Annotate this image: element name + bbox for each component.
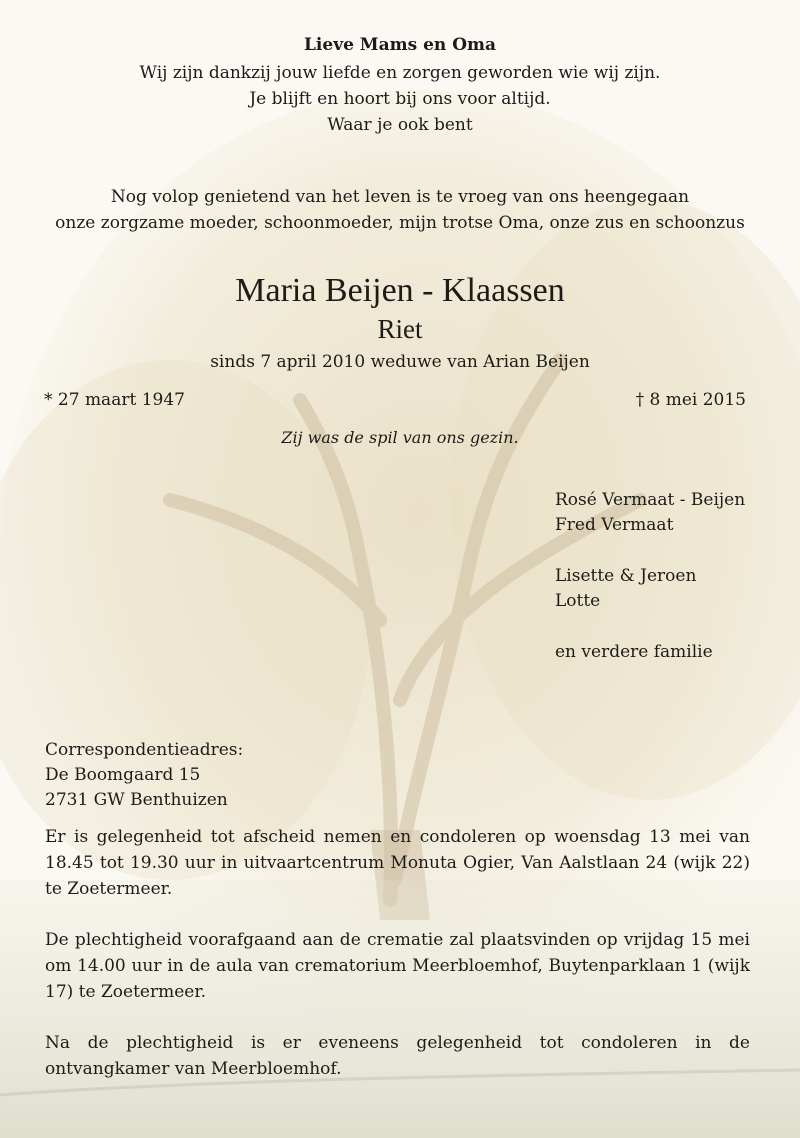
correspondence-label: Correspondentieadres: [45, 740, 244, 760]
intro-line-1: Nog volop genietend van het leven is te vroeg van ons heengegaan [110, 187, 690, 207]
correspondence-street: De Boomgaard 15 [45, 765, 201, 785]
family-member: Fred Vermaat [555, 515, 674, 535]
poem-title: Lieve Mams en Oma [303, 35, 497, 55]
poem-line-3: Waar je ook bent [327, 115, 473, 135]
quote: Zij was de spil van ons gezin. [281, 428, 519, 447]
family-member: Lotte [555, 591, 601, 611]
poem-line-2: Je blijft en hoort bij ons voor altijd. [249, 89, 551, 109]
poem-line-1: Wij zijn dankzij jouw liefde en zorgen geworden wie wij zijn. [139, 63, 661, 83]
family-member: Lisette & Jeroen [555, 566, 697, 586]
farewell-paragraph: Er is gelegenheid tot afscheid nemen en condoleren op woensdag 13 mei van 18.45 tot 19.30 uur in uitvaartcentrum Monuta Ogier, Van Aalstlaan 24 (wijk 22) te Zoetermeer. [45, 827, 750, 899]
birth-date: * 27 maart 1947 [44, 390, 185, 410]
widow-note: sinds 7 april 2010 weduwe van Arian Beijen [210, 352, 590, 372]
condolence-paragraph: Na de plechtigheid is er eveneens gelegenheid tot condoleren in de ontvangkamer van Meerbloemhof. [45, 1033, 750, 1079]
family-member: Rosé Vermaat - Beijen [555, 490, 746, 510]
correspondence-city: 2731 GW Benthuizen [45, 790, 228, 810]
death-date: † 8 mei 2015 [635, 390, 746, 410]
family-other: en verdere familie [555, 642, 713, 662]
ceremony-paragraph: De plechtigheid voorafgaand aan de crematie zal plaatsvinden op vrijdag 15 mei om 14.00 uur in de aula van crematorium Meerbloemhof, Buytenparklaan 1 (wijk 17) te Zoetermeer. [45, 930, 750, 1002]
deceased-name: Maria Beijen - Klaassen [235, 272, 565, 309]
intro-line-2: onze zorgzame moeder, schoonmoeder, mijn trotse Oma, onze zus en schoonzus [55, 213, 745, 233]
deceased-nickname: Riet [377, 314, 423, 344]
